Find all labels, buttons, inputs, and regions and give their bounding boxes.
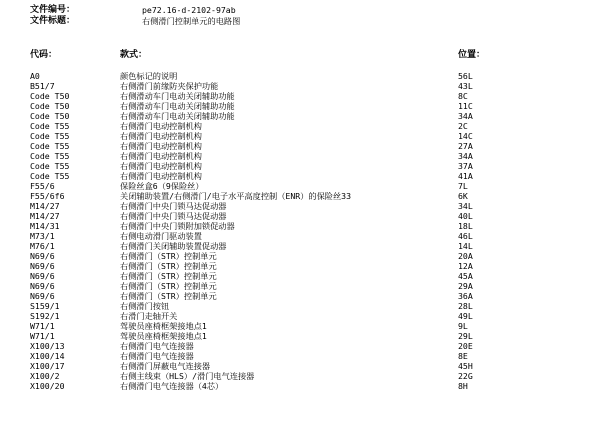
row-position: 41A — [458, 171, 473, 181]
row-position: 9L — [458, 321, 468, 331]
doc-title-label: 文件标题： — [30, 16, 76, 26]
row-position: 27A — [458, 141, 473, 151]
row-code: N69/6 — [30, 281, 55, 291]
row-code: X100/14 — [30, 351, 65, 361]
row-code: X100/17 — [30, 361, 65, 371]
row-text: 右侧滑动车门电动关闭辅助功能 — [120, 101, 235, 111]
table-row — [0, 351, 602, 361]
table-row — [0, 311, 602, 321]
table-row — [0, 361, 602, 371]
component-list — [0, 71, 602, 391]
row-position: 6K — [458, 191, 468, 201]
table-row — [0, 161, 602, 171]
row-position: 28L — [458, 301, 473, 311]
row-text: 右侧滑门（STR）控制单元 — [120, 251, 217, 261]
doc-title-row — [30, 16, 240, 27]
table-row — [0, 91, 602, 101]
row-text: 右侧滑门前缘防夹保护功能 — [120, 81, 219, 91]
row-code: M14/31 — [30, 221, 60, 231]
table-row — [0, 231, 602, 241]
row-position: 8E — [458, 351, 468, 361]
table-row — [0, 141, 602, 151]
row-code: W71/1 — [30, 331, 55, 341]
header-text: 款式： — [120, 50, 148, 60]
table-row — [0, 191, 602, 201]
table-row — [0, 381, 602, 391]
row-text: 保险丝盒6（9保险丝） — [120, 181, 204, 191]
row-position: 7L — [458, 181, 468, 191]
table-row — [0, 171, 602, 181]
row-code: F55/6 — [30, 181, 55, 191]
row-position: 8C — [458, 91, 468, 101]
row-position: 43L — [458, 81, 473, 91]
doc-number-value: pe72.16-d-2102-97ab — [142, 5, 236, 15]
row-text: 右侧滑门（STR）控制单元 — [120, 261, 217, 271]
table-row — [0, 131, 602, 141]
row-text: 右侧滑门中央门锁马达促动器 — [120, 201, 227, 211]
table-row — [0, 341, 602, 351]
table-row — [0, 111, 602, 121]
row-text: 右侧滑动车门电动关闭辅助功能 — [120, 91, 235, 101]
row-code: N69/6 — [30, 251, 55, 261]
table-row — [0, 301, 602, 311]
row-code: N69/6 — [30, 261, 55, 271]
row-position: 45A — [458, 271, 473, 281]
row-position: 20A — [458, 251, 473, 261]
row-code: Code T55 — [30, 141, 70, 151]
row-position: 2C — [458, 121, 468, 131]
table-row — [0, 201, 602, 211]
table-row — [0, 71, 602, 81]
table-row — [0, 121, 602, 131]
row-position: 56L — [458, 71, 473, 81]
row-text: 右侧滑门电气连接器 — [120, 341, 194, 351]
row-code: N69/6 — [30, 271, 55, 281]
row-position: 34A — [458, 151, 473, 161]
table-row — [0, 321, 602, 331]
row-position: 45H — [458, 361, 473, 371]
row-position: 34A — [458, 111, 473, 121]
row-position: 14L — [458, 241, 473, 251]
row-text: 关闭辅助装置/右侧滑门/电子水平高度控制（ENR）的保险丝33 — [120, 191, 352, 201]
row-text: 右侧滑门屏蔽电气连接器 — [120, 361, 211, 371]
table-row — [0, 371, 602, 381]
row-text: 右侧滑门（STR）控制单元 — [120, 271, 217, 281]
row-code: Code T50 — [30, 91, 70, 101]
row-code: Code T55 — [30, 151, 70, 161]
row-code: M76/1 — [30, 241, 55, 251]
row-text: 右侧滑门电动控制机构 — [120, 171, 202, 181]
row-code: S192/1 — [30, 311, 60, 321]
row-text: 右侧滑门中央门锁马达促动器 — [120, 211, 227, 221]
doc-number-row — [30, 5, 240, 16]
row-position: 12A — [458, 261, 473, 271]
table-row — [0, 221, 602, 231]
row-position: 34L — [458, 201, 473, 211]
header-code: 代码： — [30, 50, 58, 60]
row-text: 右侧滑门关闭辅助装置促动器 — [120, 241, 227, 251]
row-text: 右侧滑门（STR）控制单元 — [120, 291, 217, 301]
table-row — [0, 281, 602, 291]
row-text: 右侧滑门中央门锁附加锁促动器 — [120, 221, 235, 231]
row-code: B51/7 — [30, 81, 55, 91]
table-row — [0, 271, 602, 281]
row-text: 右侧滑门电动控制机构 — [120, 131, 202, 141]
table-row — [0, 251, 602, 261]
header-position: 位置： — [458, 50, 486, 60]
table-row — [0, 101, 602, 111]
row-text: 右侧滑门电动控制机构 — [120, 161, 202, 171]
table-row — [0, 241, 602, 251]
row-text: 驾驶员座椅框架接地点1 — [120, 331, 207, 341]
row-code: M14/27 — [30, 211, 60, 221]
row-text: 右侧电动滑门驱动装置 — [120, 231, 202, 241]
row-code: Code T55 — [30, 121, 70, 131]
row-text: 右侧滑门（STR）控制单元 — [120, 281, 217, 291]
row-text: 右侧滑门电气连接器 — [120, 351, 194, 361]
row-position: 29L — [458, 331, 473, 341]
row-position: 37A — [458, 161, 473, 171]
row-code: M14/27 — [30, 201, 60, 211]
row-text: 颜色标记的说明 — [120, 71, 178, 81]
row-code: Code T55 — [30, 171, 70, 181]
document-meta — [30, 5, 240, 27]
row-text: 驾驶员座椅框架接地点1 — [120, 321, 207, 331]
row-position: 11C — [458, 101, 473, 111]
row-code: S159/1 — [30, 301, 60, 311]
column-headers — [0, 50, 602, 62]
row-code: F55/6f6 — [30, 191, 65, 201]
doc-title-value: 右侧滑门控制单元的电路图 — [142, 16, 241, 26]
table-row — [0, 151, 602, 161]
table-row — [0, 211, 602, 221]
row-code: X100/13 — [30, 341, 65, 351]
row-text: 右侧主线束（HLS）/滑门电气连接器 — [120, 371, 255, 381]
row-position: 20E — [458, 341, 473, 351]
row-text: 右侧滑门电动控制机构 — [120, 141, 202, 151]
row-text: 右侧滑门电动控制机构 — [120, 121, 202, 131]
row-code: Code T50 — [30, 111, 70, 121]
row-code: Code T55 — [30, 161, 70, 171]
row-position: 22G — [458, 371, 473, 381]
row-code: X100/2 — [30, 371, 60, 381]
row-text: 右侧滑门电气连接器（4芯） — [120, 381, 224, 391]
row-code: M73/1 — [30, 231, 55, 241]
table-row — [0, 261, 602, 271]
row-position: 49L — [458, 311, 473, 321]
row-code: Code T55 — [30, 131, 70, 141]
row-position: 8H — [458, 381, 468, 391]
row-text: 右滑门走轴开关 — [120, 311, 178, 321]
row-position: 14C — [458, 131, 473, 141]
row-code: W71/1 — [30, 321, 55, 331]
doc-number-label: 文件编号： — [30, 5, 76, 15]
table-row — [0, 291, 602, 301]
row-text: 右侧滑门电动控制机构 — [120, 151, 202, 161]
table-row — [0, 181, 602, 191]
row-code: Code T50 — [30, 101, 70, 111]
table-row — [0, 331, 602, 341]
table-row — [0, 81, 602, 91]
row-position: 46L — [458, 231, 473, 241]
row-position: 29A — [458, 281, 473, 291]
row-position: 40L — [458, 211, 473, 221]
row-code: N69/6 — [30, 291, 55, 301]
row-position: 36A — [458, 291, 473, 301]
row-text: 右侧滑门按钮 — [120, 301, 170, 311]
row-code: A0 — [30, 71, 40, 81]
row-code: X100/20 — [30, 381, 65, 391]
row-text: 右侧滑动车门电动关闭辅助功能 — [120, 111, 235, 121]
row-position: 18L — [458, 221, 473, 231]
